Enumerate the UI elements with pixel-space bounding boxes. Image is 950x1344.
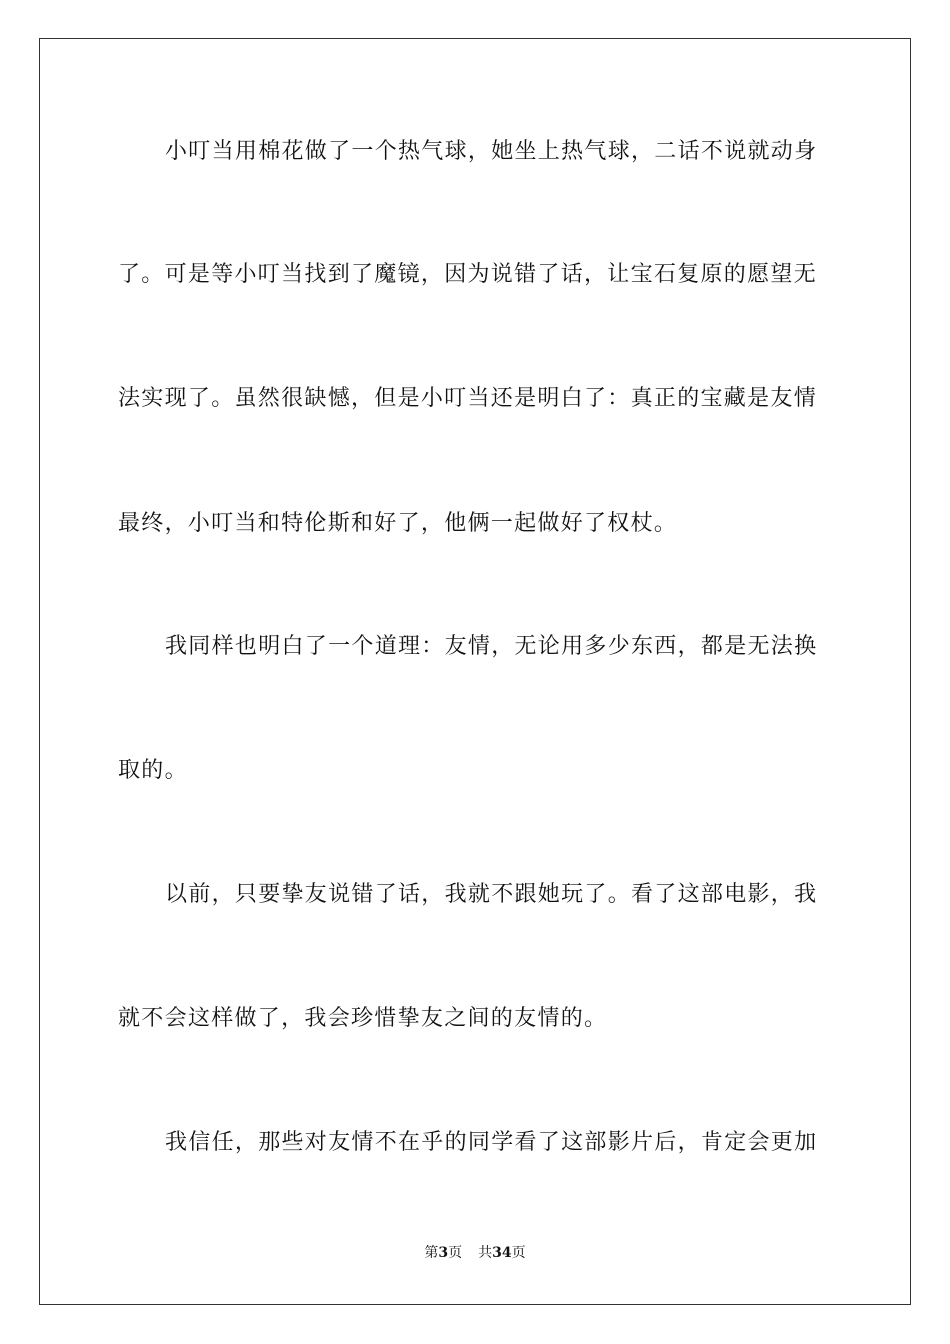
body-text-line: 取的。: [118, 758, 188, 783]
footer-total-prefix: 共: [478, 1245, 493, 1261]
body-text-line: 法实现了。虽然很缺憾，但是小叮当还是明白了：真正的宝藏是友情: [118, 386, 818, 411]
footer-total-suffix: 页: [511, 1245, 526, 1261]
body-text-line: 最终，小叮当和特伦斯和好了，他俩一起做好了权杖。: [118, 511, 678, 536]
page-border: [39, 38, 911, 1305]
body-text-line: 小叮当用棉花做了一个热气球，她坐上热气球，二话不说就动身: [165, 139, 818, 164]
footer-page-number: 3: [438, 1245, 449, 1261]
body-text-line: 就不会这样做了，我会珍惜挚友之间的友情的。: [118, 1006, 608, 1031]
page-footer: [0, 1243, 950, 1263]
body-text-line: 了。可是等小叮当找到了魔镜，因为说错了话，让宝石复原的愿望无: [118, 262, 818, 287]
body-text-line: 以前，只要挚友说错了话，我就不跟她玩了。看了这部电影，我: [165, 882, 818, 907]
footer-total-pages: 34: [492, 1245, 512, 1261]
footer-page-suffix: 页: [448, 1245, 463, 1261]
body-text-line: 我同样也明白了一个道理：友情，无论用多少东西，都是无法换: [165, 634, 818, 659]
body-text-line: 我信任，那些对友情不在乎的同学看了这部影片后，肯定会更加: [165, 1130, 818, 1155]
footer-page-prefix: 第: [424, 1245, 439, 1261]
